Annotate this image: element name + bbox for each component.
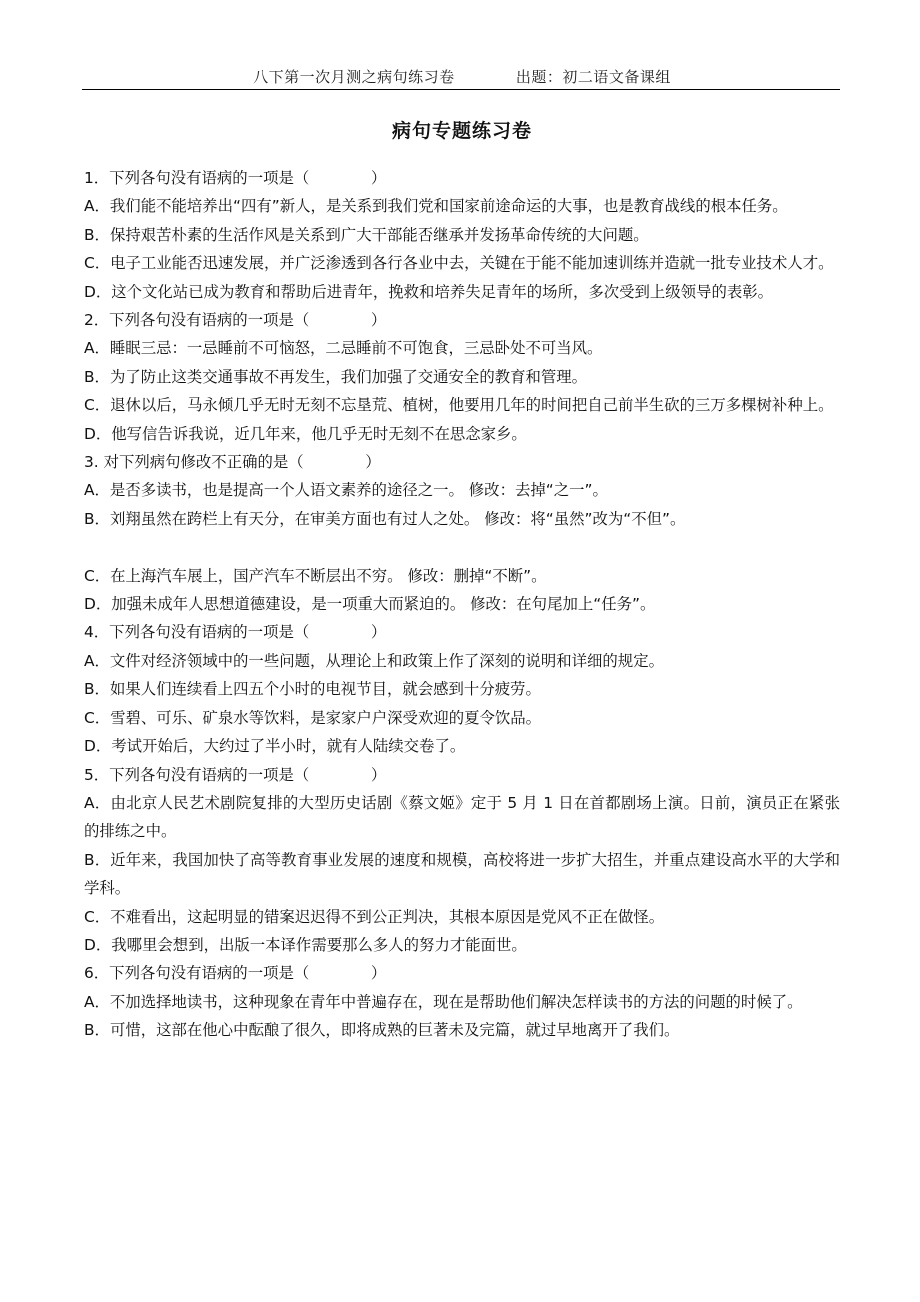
header-exam-name: 八下第一次月测之病句练习卷: [253, 68, 455, 86]
question-list: [84, 164, 840, 1045]
option-d: D．加强未成年人思想道德建设，是一项重大而紧迫的。 修改：在句尾加上“任务”。: [84, 595, 656, 614]
option-a: A．由北京人民艺术剧院复排的大型历史话剧《蔡文姬》定于 5 月 1 日在首都剧场上演。日前，演员正在紧张的排练之中。: [84, 793, 840, 841]
question-6: [84, 959, 840, 1044]
header-divider: [82, 89, 840, 90]
option-c: C．雪碧、可乐、矿泉水等饮料，是家家户户深受欢迎的夏令饮品。: [84, 708, 542, 727]
question-2: [84, 306, 840, 448]
page-title: 病句专题练习卷: [391, 120, 532, 142]
option-d: D．考试开始后，大约过了半小时，就有人陆续交卷了。: [84, 737, 466, 756]
option-d: D．这个文化站已成为教育和帮助后进青年，挽救和培养失足青年的场所，多次受到上级领导的表彰。: [84, 282, 774, 301]
option-a: A．睡眠三忌：一忌睡前不可恼怒，二忌睡前不可饱食，三忌卧处不可当风。: [84, 339, 603, 358]
question-stem: 1．下列各句没有语病的一项是（ ）: [84, 169, 387, 187]
question-stem: 2．下列各句没有语病的一项是（ ）: [84, 311, 387, 330]
option-d: D．我哪里会想到，出版一本译作需要那么多人的努力才能面世。: [84, 935, 527, 954]
option-a: A．我们能不能培养出“四有”新人，是关系到我们党和国家前途命运的大事，也是教育战线的根本任务。: [84, 197, 788, 216]
blank-line: [84, 533, 840, 561]
option-b: B．保持艰苦朴素的生活作风是关系到广大干部能否继承并发扬革命传统的大问题。: [84, 225, 649, 244]
option-b: B．为了防止这类交通事故不再发生，我们加强了交通安全的教育和管理。: [84, 367, 588, 386]
option-a: A．是否多读书，也是提高一个人语文素养的途径之一。 修改：去掉“之一”。: [84, 481, 608, 500]
question-stem: 5．下列各句没有语病的一项是（ ）: [84, 765, 387, 784]
option-b: B．可惜，这部在他心中酝酿了很久，即将成熟的巨著未及完篇，就过早地离开了我们。: [84, 1021, 680, 1040]
header-author: 出题：初二语文备课组: [515, 68, 671, 86]
question-4: [84, 618, 840, 760]
option-a: A．文件对经济领域中的一些问题，从理论上和政策上作了深刻的说明和详细的规定。: [84, 651, 664, 670]
option-c: C．在上海汽车展上，国产汽车不断层出不穷。 修改：删掉“不断”。: [84, 566, 547, 585]
option-a: A．不加选择地读书，这种现象在青年中普遍存在，现在是帮助他们解决怎样读书的方法的问题的时候了。: [84, 992, 803, 1011]
question-stem: 3. 对下列病句修改不正确的是（ ）: [84, 453, 381, 472]
option-b: B．刘翔虽然在跨栏上有天分，在审美方面也有过人之处。 修改：将“虽然”改为“不但”。: [84, 509, 686, 528]
page-header: [84, 66, 840, 88]
question-5: [84, 761, 840, 960]
option-b: B．近年来，我国加快了高等教育事业发展的速度和规模，高校将进一步扩大招生，并重点建设高水平的大学和学科。: [84, 850, 840, 898]
question-3: [84, 448, 840, 618]
option-b: B．如果人们连续看上四五个小时的电视节目，就会感到十分疲劳。: [84, 680, 541, 699]
option-d: D．他写信告诉我说，近几年来，他几乎无时无刻不在思念家乡。: [84, 424, 527, 443]
question-stem: 6．下列各句没有语病的一项是（ ）: [84, 964, 387, 983]
question-stem: 4．下列各句没有语病的一项是（ ）: [84, 623, 387, 642]
option-c: C．不难看出，这起明显的错案迟迟得不到公正判决，其根本原因是党风不正在做怪。: [84, 907, 665, 926]
option-c: C．退休以后，马永倾几乎无时无刻不忘垦荒、植树，他要用几年的时间把自己前半生砍的三万多棵树补种上。: [84, 396, 834, 415]
option-c: C．电子工业能否迅速发展，并广泛渗透到各行各业中去，关键在于能不能加速训练并造就一批专业技术人才。: [84, 254, 834, 273]
question-1: [84, 164, 840, 306]
